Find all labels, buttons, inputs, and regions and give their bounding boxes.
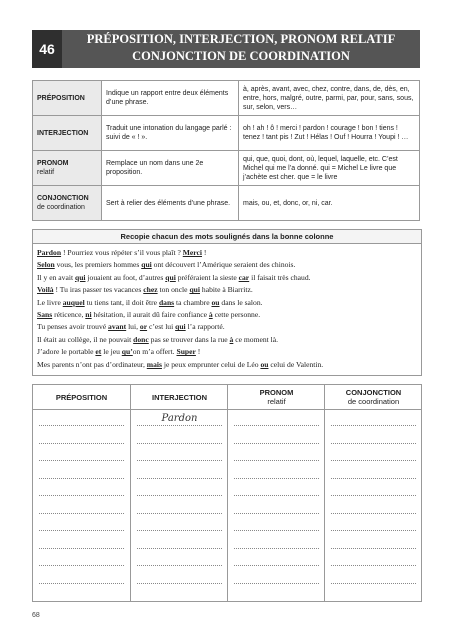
answer-line[interactable]: [234, 583, 319, 584]
exercise-sentence: Mes parents n’ont pas d’ordinateur, mais je peux emprunter celui de Léo ou celui de Valentin.: [37, 359, 324, 369]
answer-line[interactable]: [331, 565, 416, 566]
underlined-word: Sans: [37, 310, 53, 320]
definition-row: [33, 186, 420, 221]
exercise-sentence: Il était au collège, il ne pouvait donc pas se trouver dans la rue à ce moment là.: [37, 334, 279, 344]
answer-line[interactable]: [234, 548, 319, 549]
column-header: PRONOM relatif: [228, 385, 325, 410]
underlined-word: Super: [176, 347, 196, 357]
definition-row: [33, 81, 420, 116]
underlined-word: qui: [141, 260, 152, 270]
exercise-sentence: Il y en avait qui jouaient au foot, d’autres qui préféraient la sieste car il faisait très chaud.: [37, 272, 311, 282]
lesson-number: 46: [32, 30, 62, 68]
underlined-word: à: [229, 334, 234, 344]
answer-column: [324, 385, 422, 601]
underlined-word: car: [238, 272, 250, 282]
answer-line[interactable]: [39, 530, 124, 531]
definition-description: Sert à relier des éléments d’une phrase.: [102, 186, 239, 221]
definitions-table: [32, 80, 420, 221]
answer-column: [130, 385, 228, 601]
underlined-word: Selon: [37, 260, 55, 270]
answer-line[interactable]: [39, 460, 124, 461]
underlined-word: qui: [165, 272, 176, 282]
exercise-sentence: Sans réticence, ni hésitation, il aurait dû faire confiance à cette personne.: [37, 310, 261, 320]
answer-line[interactable]: [39, 425, 124, 426]
answer-line[interactable]: [137, 460, 222, 461]
column-header: CONJONCTION de coordination: [325, 385, 422, 410]
definition-examples: mais, ou, et, donc, or, ni, car.: [239, 186, 420, 221]
underlined-word: qui: [74, 272, 86, 282]
exercise-sentences: [33, 244, 421, 375]
answer-line[interactable]: [331, 513, 416, 514]
answer-line[interactable]: [234, 460, 319, 461]
underlined-word: qui: [175, 322, 186, 332]
answer-line[interactable]: [137, 478, 222, 479]
underlined-word: ou: [211, 297, 220, 307]
answer-line[interactable]: [234, 495, 319, 496]
exercise-sentence: Voilà ! Tu iras passer tes vacances chez ton oncle qui habite à Biarritz.: [37, 285, 253, 295]
answer-line[interactable]: [137, 565, 222, 566]
lesson-header: [32, 30, 420, 68]
answer-line[interactable]: [234, 513, 319, 514]
handwritten-answer: Pardon: [161, 413, 198, 424]
definition-description: Traduit une intonation du langage parlé : suivi de « ! ».: [102, 116, 239, 151]
answer-line[interactable]: [39, 565, 124, 566]
answer-line[interactable]: [137, 495, 222, 496]
exercise-sentence: Selon vous, les premiers hommes qui ont découvert l’Amérique seraient des chinois.: [37, 260, 296, 270]
underlined-word: chez: [143, 285, 158, 295]
column-header: INTERJECTION: [131, 385, 228, 410]
exercise-sentence: Tu penses avoir trouvé avant lui, or c’est lui qui l’a rapporté.: [37, 322, 225, 332]
answer-line[interactable]: [331, 495, 416, 496]
answer-line[interactable]: [234, 530, 319, 531]
underlined-word: dans: [158, 297, 175, 307]
answer-line[interactable]: [234, 478, 319, 479]
answer-line[interactable]: [137, 548, 222, 549]
underlined-word: or: [139, 322, 148, 332]
underlined-word: qu’: [121, 347, 133, 357]
definition-examples: qui, que, quoi, dont, où, lequel, laquelle, etc. C’est Michel qui me l’a donné. qui = Michel Le livre que j’achète est cher. que = le livre: [239, 151, 420, 186]
answer-line[interactable]: [39, 443, 124, 444]
answer-line[interactable]: [331, 583, 416, 584]
answer-line[interactable]: [234, 443, 319, 444]
answer-line[interactable]: [234, 425, 319, 426]
title-line-1: PRÉPOSITION, INTERJECTION, PRONOM RELATIF: [86, 32, 396, 46]
answer-line[interactable]: [137, 425, 222, 426]
answer-line[interactable]: [331, 530, 416, 531]
answer-line[interactable]: [331, 425, 416, 426]
answer-line[interactable]: [331, 443, 416, 444]
answer-line[interactable]: [39, 478, 124, 479]
answer-line[interactable]: [39, 495, 124, 496]
answer-line[interactable]: [39, 548, 124, 549]
underlined-word: qui: [189, 285, 200, 295]
answer-line[interactable]: [39, 513, 124, 514]
answer-column: [227, 385, 325, 601]
answer-line[interactable]: [137, 513, 222, 514]
underlined-word: avant: [108, 322, 127, 332]
answer-line[interactable]: [331, 548, 416, 549]
underlined-word: à: [208, 310, 213, 320]
answer-line[interactable]: [39, 583, 124, 584]
definition-description: Indique un rapport entre deux éléments d’une phrase.: [102, 81, 239, 116]
definition-row: [33, 151, 420, 186]
underlined-word: Merci: [182, 248, 203, 257]
title-line-2: CONJONCTION DE COORDINATION: [132, 49, 350, 63]
answer-line[interactable]: [234, 565, 319, 566]
answer-column: [33, 385, 130, 601]
answer-line[interactable]: [331, 478, 416, 479]
definition-row: [33, 116, 420, 151]
page-number: 68: [32, 612, 40, 619]
underlined-word: Voilà: [37, 285, 54, 295]
underlined-word: ou: [260, 359, 269, 369]
definition-description: Remplace un nom dans une 2e proposition.: [102, 151, 239, 186]
underlined-word: mais: [146, 359, 162, 369]
exercise-sentence: Le livre auquel tu tiens tant, il doit être dans ta chambre ou dans le salon.: [37, 297, 263, 307]
underlined-word: ni: [85, 310, 92, 320]
exercise-title: Recopie chacun des mots soulignés dans la bonne colonne: [33, 230, 421, 244]
underlined-word: donc: [133, 334, 149, 344]
definition-examples: à, après, avant, avec, chez, contre, dans, de, dès, en, entre, hors, malgré, outre, parmi, par, pour, sans, sous, sur, selon, vers…: [239, 81, 420, 116]
underlined-word: auquel: [62, 297, 85, 307]
exercise-sentence: J’adore le portable et le jeu qu’on m’a offert. Super !: [37, 347, 201, 357]
definition-name: INTERJECTION: [33, 116, 102, 151]
definition-name: PRONOM relatif: [33, 151, 102, 186]
underlined-word: et: [95, 347, 102, 357]
answer-line[interactable]: [331, 460, 416, 461]
definition-name: PRÉPOSITION: [33, 81, 102, 116]
page-title: [62, 31, 420, 65]
definition-name: CONJONCTION de coordination: [33, 186, 102, 221]
answer-grid: [32, 384, 422, 602]
answer-line[interactable]: [137, 583, 222, 584]
exercise-box: [32, 229, 422, 376]
underlined-word: Pardon: [37, 248, 62, 257]
exercise-sentence: Pardon ! Pourriez vous répéter s’il vous plaît ? Merci !: [37, 248, 207, 257]
column-header: PRÉPOSITION: [33, 385, 130, 410]
answer-line[interactable]: [137, 443, 222, 444]
definition-examples: oh ! ah ! ô ! merci ! pardon ! courage ! bon ! tiens ! tenez ! tant pis ! Zut ! Hélas ! Ouf ! Hourra ! Youpi ! …: [239, 116, 420, 151]
answer-line[interactable]: [137, 530, 222, 531]
